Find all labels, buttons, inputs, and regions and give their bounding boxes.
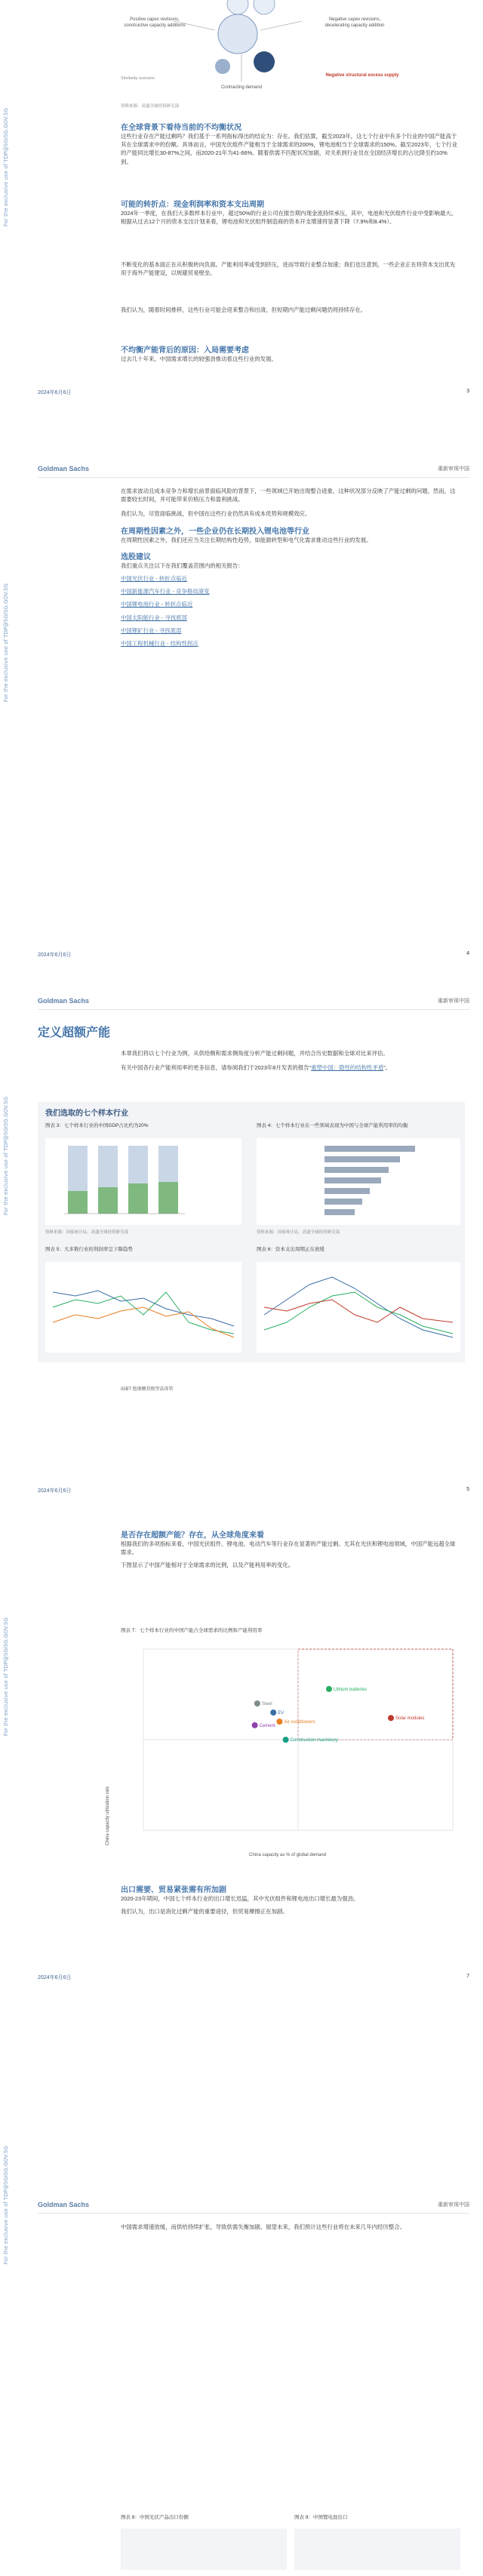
diagram-label-contracting: Contracting demand <box>220 85 263 90</box>
section-title: 出口需要、贸易紧张需有所加剧 <box>121 1886 226 1894</box>
section-title: 选股建议 <box>121 552 151 562</box>
paragraph: 我们重点关注以下在我们覆盖范围内的相关报告： <box>121 562 244 569</box>
scatter-label: Lithium batteries <box>334 1687 368 1692</box>
side-watermark-1: For the exclusive use of TDP@SGISG.GOV.SG <box>3 108 9 226</box>
paragraph: 中国需求增速放缓，而供给持续扩张，导致供需失衡加剧。展望未来，我们预计这些行业将在未来几年内经历整合。 <box>121 2224 405 2230</box>
scatter-point <box>276 1719 282 1725</box>
paragraph: 这些行业存在产能过剩吗？我们基于一系列指标得出的结论为：存在。我们估算，截至2023年，这七个行业中有多个行业的中国产能高于其在全球需求中的份额。具体而言，中国光伏组件产能相当于全球需求的200%，锂电池相当于全球需求的150%。截至2023年，七个行业的产能同比增长30-87%之间，而2020-21年为41-66%。随着供需不匹配状况加剧，对关系到行业员在全国经济增长的占比降至约10%到。 <box>121 133 457 165</box>
diagram-label-positive: Positive capex revisions, constructive capacity additions <box>124 17 186 28</box>
section-title: 是否存在超额产能？存在，从全球角度来看 <box>121 1531 264 1540</box>
scatter-label: Air conditioners <box>284 1720 315 1725</box>
scatter-label: EV <box>278 1711 285 1716</box>
footer-date: 2024年6月6日 <box>38 953 72 958</box>
report-link[interactable]: 重塑中国：隐性的结构性矛盾 <box>311 1064 384 1072</box>
paragraph: 在周期性因素之外，我们还应当关注长期结构性趋势，如能源转型和电气化需求推动这些行业的发展。 <box>121 536 372 543</box>
paragraph: 下图显示了中国产能相对于全球需求的比例，以及产能利用率的变化。 <box>121 1562 294 1569</box>
p2-body <box>121 487 457 648</box>
report-link[interactable]: 中国锂电池行业 - 转折点临近 <box>121 601 193 608</box>
paragraph: 根据我们的多项指标来看，中国光伏组件、锂电池、电动汽车等行业存在显著的产能过剩。尤其在光伏和锂电池领域，中国产能远超全球需求。 <box>121 1540 456 1556</box>
scatter-label: Steel <box>261 1702 272 1707</box>
paragraph: 本章我们将以七个行业为例，从供给侧和需求侧角度分析产能过剩问题，并结合历史数据和全球对比来评估。 <box>121 1050 389 1057</box>
exhibit-4-chart <box>257 1138 460 1225</box>
report-link[interactable]: 中国锂矿行业 - 寻找底部 <box>121 626 182 634</box>
brand-logo: Goldman Sachs <box>38 2201 90 2208</box>
p4-intro <box>121 1528 457 1570</box>
page-number: 5 <box>466 1487 469 1492</box>
page-1 <box>0 0 483 483</box>
p1-section-1 <box>121 121 457 166</box>
page-header <box>38 993 469 1010</box>
section-title: 可能的转折点：现金利润率和资本支出周期 <box>121 201 264 209</box>
page-number: 3 <box>466 389 469 394</box>
page-header <box>38 2196 469 2214</box>
exhibit-5-chart <box>45 1262 242 1353</box>
y-axis-label: China capacity utilization rate <box>106 1786 110 1845</box>
exhibit-9-title: 图表 9：中国锂电池出口 <box>294 2515 348 2520</box>
scatter-point <box>388 1715 394 1721</box>
section-title: 不均衡产能背后的原因：入局需要考虑 <box>121 346 249 355</box>
brand-logo: Goldman Sachs <box>38 465 90 472</box>
page-footer <box>38 389 469 396</box>
scatter-point <box>254 1700 260 1707</box>
exhibit-6-title: 图表 6：资本支出周期正在放缓 <box>257 1247 325 1252</box>
exhibit-4-source: 资料来源：国家统计局，高盛全球投资研究部 <box>257 1230 340 1235</box>
diagram-label-negative: Negative capex revisions, decelerating capacity addition <box>325 17 385 28</box>
scatter-point <box>326 1686 332 1692</box>
scatter-label: Solar modules <box>395 1716 425 1722</box>
top-diagram <box>0 0 483 113</box>
exhibit-3-chart <box>45 1138 242 1225</box>
page-2 <box>0 460 483 974</box>
exhibit-4-title: 图表 4：七个样本行业在一些领域表现为中国与全球产能利用率的均衡 <box>257 1123 408 1128</box>
scatter-point <box>283 1737 289 1743</box>
exhibit-5-title: 图表 5：大多数行业的利润率呈下降趋势 <box>45 1247 133 1252</box>
page-title: 定义超额产能 <box>38 1026 111 1039</box>
sample-sectors-panel <box>38 1102 465 1362</box>
diagram-similarity: Similarity scenario <box>121 76 155 81</box>
page-number: 7 <box>466 1974 469 1979</box>
panel-title: 我们选取的七个样本行业 <box>45 1109 128 1118</box>
p4-bottom <box>121 1883 457 1916</box>
p1-section-4 <box>121 306 457 314</box>
page-5 <box>0 2196 483 2576</box>
side-watermark-5: For the exclusive use of TDP@SGISG.GOV.SG <box>3 2146 9 2264</box>
paragraph <box>121 1063 457 1072</box>
header-title: 重新审视中国 <box>438 466 469 472</box>
page-footer <box>38 1487 469 1494</box>
p5-body <box>121 2223 457 2231</box>
page-footer <box>38 1974 469 1981</box>
p1-section-2 <box>121 198 457 226</box>
section-title: 在全球背景下看待当前的不均衡状况 <box>121 124 242 132</box>
x-axis-label: China capacity as % of global demand <box>249 1853 327 1857</box>
diagram-source: 资料来源：高盛全球投资研究部 <box>121 104 180 109</box>
report-link[interactable]: 中国太阳能行业 - 寻找底部 <box>121 614 187 621</box>
p1-section-3 <box>121 260 457 277</box>
header-title: 重新审视中国 <box>438 999 469 1004</box>
diagram-label-structural: Negative structural excess supply <box>325 73 399 78</box>
p1-section-5 <box>121 343 457 363</box>
section-title: 在周期性因素之外，一些企业仍在长期投入锂电池等行业 <box>121 527 309 536</box>
scatter-label: Cement <box>259 1723 275 1728</box>
scatter-point <box>270 1710 276 1716</box>
scatter-label: Construction machinery <box>290 1738 338 1743</box>
paragraph: 我们认为，尽管面临挑战，但中国在这些行业仍然具有成本优势和规模效应。 <box>121 510 311 518</box>
footer-date: 2024年6月6日 <box>38 1975 72 1980</box>
page-header <box>38 460 469 478</box>
paragraph: 在需求波动且成本竞争力和增长前景面临风险的背景下，一些领域已开始出现整合迹象，这种状况部分反映了产能过剩的问题。然而，这需要较长时间，并可能带来价格压力和盈利挑战。 <box>121 488 456 503</box>
paragraph-text: 有关中国各行业产能利用率的更多信息，请参阅我们于2023年8月发表的报告“ <box>121 1064 312 1072</box>
side-watermark-2: For the exclusive use of TDP@SGISG.GOV.SG <box>3 583 9 702</box>
exhibit-7-title: 图表 7：七个样本行业的中国产能占全球需求的比例和产能利用率 <box>121 1628 263 1633</box>
exhibit-8-chart <box>121 2528 287 2570</box>
paragraph: 我们认为，出口是消化过剩产能的重要途径，但贸易摩擦正在加剧。 <box>121 1908 288 1916</box>
report-link[interactable]: 中国新能源汽车行业 - 竞争格局演变 <box>121 588 210 596</box>
exhibit-6-chart <box>257 1262 460 1353</box>
scatter-point <box>252 1722 258 1728</box>
header-title: 重新审视中国 <box>438 2202 469 2208</box>
exhibit-9-chart <box>294 2528 460 2570</box>
exhibit-3-title: 图表 3：七个样本行业的中国GDP占比约为20% <box>45 1123 149 1128</box>
side-watermark-3: For the exclusive use of TDP@SGISG.GOV.SG <box>3 1097 9 1215</box>
paragraph: 2020-23年期间，中国七个样本行业的出口增长迅猛，其中光伏组件和锂电池出口增长最为强劲。 <box>121 1895 359 1902</box>
footer-date: 2024年6月6日 <box>38 1488 72 1494</box>
brand-logo: Goldman Sachs <box>38 997 90 1005</box>
paragraph-text-end: ”。 <box>383 1064 392 1072</box>
footnote: IGBT 绝缘栅双极型晶体管 <box>121 1387 174 1392</box>
exhibit-8-title: 图表 8：中国光伏产品出口份额 <box>121 2515 189 2520</box>
report-link[interactable]: 中国工程机械行业 - 结构性拐点 <box>121 640 198 648</box>
footer-date: 2024年6月6日 <box>38 390 72 395</box>
exhibit-7-chart <box>113 1642 468 1853</box>
paragraph: 我们认为，随着时间推移，这些行业可能会迎来整合和出清，但短期内产能过剩问题仍将持续存在。 <box>121 306 367 313</box>
page-number: 4 <box>466 951 469 956</box>
p3-intro <box>121 1049 457 1072</box>
page-4 <box>0 1528 483 2200</box>
exhibit-3-source: 资料来源：国家统计局，高盛全球投资研究部 <box>45 1230 129 1235</box>
side-watermark-4: For the exclusive use of TDP@SGISG.GOV.SG <box>3 1617 9 1736</box>
paragraph: 2024年一季度，在我们大多数样本行业中，超过50%的行业公司在报告期内现金流持续承压，其中，电池和光伏组件行业中受影响最大。根据从过去12个月的资本支出计划来看，锂电池和光伏组件制造商的资本开支增速将显著下降（7.9%和8.4%）。 <box>121 210 457 226</box>
paragraph: 过去几十年来，中国需求增长的较强劲推动着这些行业的发展。 <box>121 355 277 362</box>
page-3 <box>0 993 483 1506</box>
page-footer <box>38 951 469 959</box>
paragraph: 不断变化的基本面正在从积极转向负面。产能利用率或受到挤压，进而导致行业整合加速；我们也注意到，一些企业正在将资本支出优先用于海外产能建设，以规避贸易壁垒。 <box>121 261 456 277</box>
report-link[interactable]: 中国光伏行业 - 转折点临近 <box>121 575 187 583</box>
